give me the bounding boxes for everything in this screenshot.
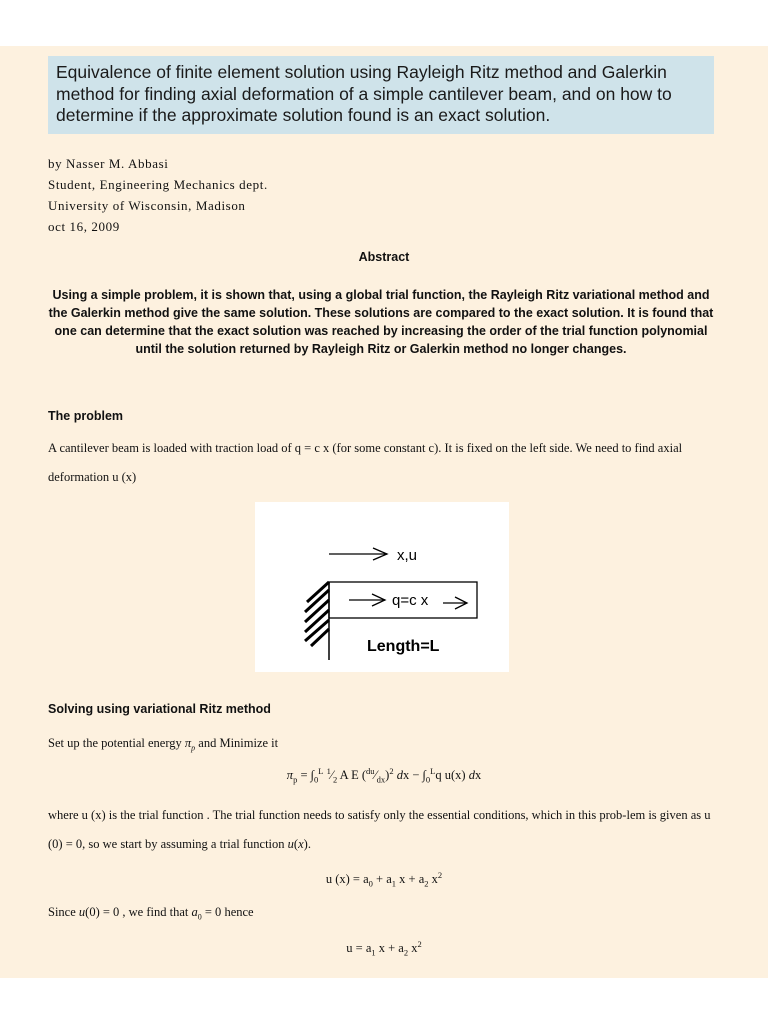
ritz-heading: Solving using variational Ritz method xyxy=(48,702,271,716)
author-name: by Nasser M. Abbasi xyxy=(48,156,169,171)
reduced-trial-equation: $u = a_1$ $x + a_2$ $x^2$ xyxy=(346,939,422,958)
abstract-body: Using a simple problem, it is shown that, using a global trial function, the Rayleigh Ritz variational method and the Galerkin method give the same solution. These solutions are compared to the exact solution. It is found that one can determine that the exact solution was reached by increasing the order of the trial function polynomial until the solution returned by Rayleigh Ritz or Galerkin method no longer changes. xyxy=(48,288,714,356)
axis-label: x,u xyxy=(397,547,418,564)
problem-text: A cantilever beam is loaded with traction load of q = c x (for some constant c). It is fixed on the left side. We need to find axial deformation u (x) xyxy=(48,441,683,484)
abstract-heading: Abstract xyxy=(358,250,410,264)
paper-title: Equivalence of finite element solution using Rayleigh Ritz method and Galerkin method for finding axial deformation of a simple cantilever beam, and on how to determine if the approximate solution found is an exact solution. xyxy=(48,56,714,134)
potential-energy-equation: $\pi_p = \int_0^L$ $^1⁄_2$ A E $(^{du}⁄_{dx})^2$ dx − $\int_0^Lq$ u(x) dx xyxy=(286,766,482,785)
length-label: Length=L xyxy=(367,638,440,655)
author-block xyxy=(48,153,268,237)
author-affiliation: Student, Engineering Mechanics dept. xyxy=(48,177,268,192)
document-page xyxy=(0,46,768,978)
cantilever-diagram xyxy=(255,502,509,672)
trial-function-equation: u $(x) = a_0 + a_1$ $x + a_2$ $x^2$ xyxy=(325,870,443,889)
ritz-setup-text: Set up the potential energy $\pi_p$ and Minimize it xyxy=(48,736,279,753)
author-date: oct 16, 2009 xyxy=(48,219,120,234)
cantilever-figure xyxy=(255,502,509,672)
boundary-condition-text: Since u(0) = 0 , we find that $a_0 = 0$ hence xyxy=(48,905,254,922)
problem-heading: The problem xyxy=(48,409,124,423)
author-university: University of Wisconsin, Madison xyxy=(48,198,246,213)
trial-function-text: where u (x) is the trial function . The trial function needs to satisfy only the essential conditions, which in this prob-lem is given as u (0) = 0, so we start by assuming a trial function u(x). xyxy=(48,808,711,851)
load-label: q=c x xyxy=(392,592,429,609)
